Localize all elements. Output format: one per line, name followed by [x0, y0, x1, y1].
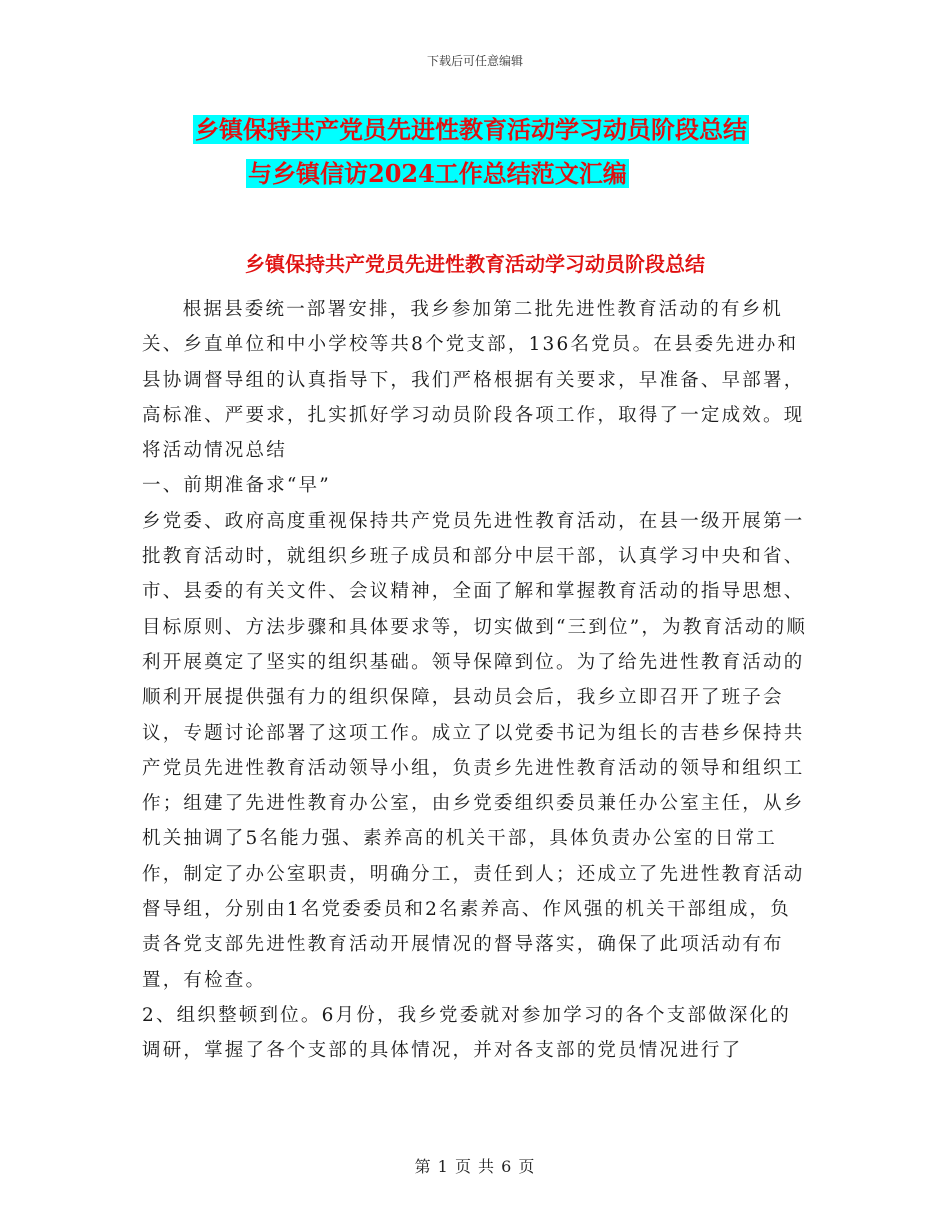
- document-body: [142, 292, 810, 1069]
- paragraph-preparation: 乡党委、政府高度重视保持共产党员先进性教育活动，在县一级开展第一批教育活动时，就组织乡班子成员和部分中层干部，认真学习中央和省、市、县委的有关文件、会议精神，全面了解和掌握教育活动的指导思想、目标原则、方法步骤和具体要求等，切实做到“三到位”，为教育活动的顺利开展奠定了坚实的组织基础。领导保障到位。为了给先进性教育活动的顺利开展提供强有力的组织保障，县动员会后，我乡立即召开了班子会议，专题讨论部署了这项工作。成立了以党委书记为组长的吉巷乡保持共产党员先进性教育活动领导小组，负责乡先进性教育活动的领导和组织工作；组建了先进性教育办公室，由乡党委组织委员兼任办公室主任，从乡机关抽调了5名能力强、素养高的机关干部，具体负责办公室的日常工作，制定了办公室职责，明确分工，责任到人；还成立了先进性教育活动督导组，分别由1名党委委员和2名素养高、作风强的机关干部组成，负责各党支部先进性教育活动开展情况的督导落实，确保了此项活动有布置，有检查。: [142, 510, 808, 991]
- title-highlight-1: 乡镇保持共产党员先进性教育活动学习动员阶段总结: [195, 115, 747, 144]
- document-title-line-1: [0, 112, 950, 148]
- document-title-line-2: [0, 156, 950, 192]
- paragraph-intro: 根据县委统一部署安排，我乡参加第二批先进性教育活动的有乡机关、乡直单位和中小学校等共8个党支部，136名党员。在县委先进办和县协调督导组的认真指导下，我们严格根据有关要求，早准备、早部署，高标准、严要求，扎实抓好学习动员阶段各项工作，取得了一定成效。现将活动情况总结: [142, 299, 805, 462]
- paragraph-organization: 2、组织整顿到位。6月份，我乡党委就对参加学习的各个支部做深化的调研，掌握了各个支部的具体情况，并对各支部的党员情况进行了: [142, 1004, 791, 1062]
- page-number: 第 1 页 共 6 页: [414, 1157, 536, 1176]
- header-note: 下载后可任意编辑: [426, 54, 523, 68]
- subheading-preparation: 一、前期准备求“早”: [142, 475, 331, 497]
- section-heading: 乡镇保持共产党员先进性教育活动学习动员阶段总结: [245, 252, 705, 276]
- title-highlight-2: 与乡镇信访2024工作总结范文汇编: [248, 159, 627, 188]
